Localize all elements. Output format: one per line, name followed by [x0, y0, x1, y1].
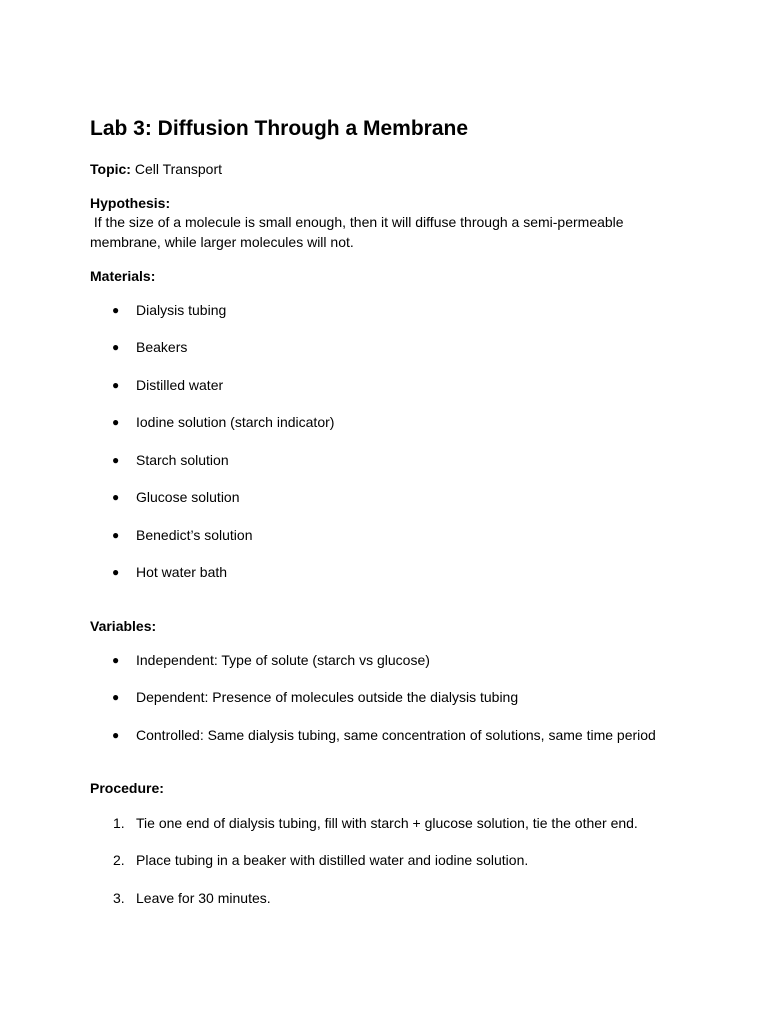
topic-value: Cell Transport: [134, 161, 223, 177]
bullet-icon: ●: [112, 303, 120, 317]
variables-label: Variables:: [90, 618, 157, 634]
list-item: [0, 525, 768, 545]
bullet-icon: ●: [112, 528, 120, 542]
material-item: Distilled water: [136, 377, 224, 393]
bullet-icon: ●: [112, 340, 120, 354]
procedure-label: Procedure:: [90, 780, 164, 796]
list-item: [0, 687, 768, 707]
list-item: [0, 337, 768, 357]
variable-item: Independent: Type of solute (starch vs glucose): [136, 652, 430, 668]
list-item: [0, 300, 768, 320]
list-item: [0, 375, 768, 395]
topic-line: [90, 159, 222, 179]
bullet-icon: ●: [112, 690, 120, 704]
material-item: Hot water bath: [136, 564, 228, 580]
list-item: [0, 412, 768, 432]
material-item: Beakers: [136, 339, 188, 355]
hypothesis-label: Hypothesis:: [90, 195, 171, 211]
list-item: [0, 725, 768, 745]
bullet-icon: ●: [112, 453, 120, 467]
bullet-icon: ●: [112, 415, 120, 429]
step-number: 2.: [113, 852, 125, 868]
list-item: [0, 813, 768, 833]
material-item: Iodine solution (starch indicator): [136, 414, 335, 430]
list-item: [0, 888, 768, 908]
list-item: [0, 562, 768, 582]
list-item: [0, 850, 768, 870]
materials-label: Materials:: [90, 268, 156, 284]
procedure-step: Leave for 30 minutes.: [136, 890, 271, 906]
procedure-step: Tie one end of dialysis tubing, fill with starch + glucose solution, tie the other end.: [136, 815, 638, 831]
material-item: Dialysis tubing: [136, 302, 227, 318]
bullet-icon: ●: [112, 728, 120, 742]
bullet-icon: ●: [112, 653, 120, 667]
procedure-step: Place tubing in a beaker with distilled water and iodine solution.: [136, 852, 529, 868]
list-item: [0, 450, 768, 470]
step-number: 3.: [113, 890, 125, 906]
material-item: Starch solution: [136, 452, 229, 468]
hypothesis-text-line-1: If the size of a molecule is small enough, then it will diffuse through a semi-permeable: [90, 214, 624, 230]
variable-item: Dependent: Presence of molecules outside the dialysis tubing: [136, 689, 519, 705]
bullet-icon: ●: [112, 565, 120, 579]
bullet-icon: ●: [112, 490, 120, 504]
bullet-icon: ●: [112, 378, 120, 392]
material-item: Benedict’s solution: [136, 527, 253, 543]
hypothesis-text-line-2: membrane, while larger molecules will not.: [90, 234, 354, 250]
page-title: Lab 3: Diffusion Through a Membrane: [90, 117, 469, 140]
list-item: [0, 650, 768, 670]
material-item: Glucose solution: [136, 489, 240, 505]
variable-item: Controlled: Same dialysis tubing, same concentration of solutions, same time period: [136, 727, 656, 743]
step-number: 1.: [113, 815, 125, 831]
topic-label: Topic:: [90, 161, 131, 177]
list-item: [0, 487, 768, 507]
